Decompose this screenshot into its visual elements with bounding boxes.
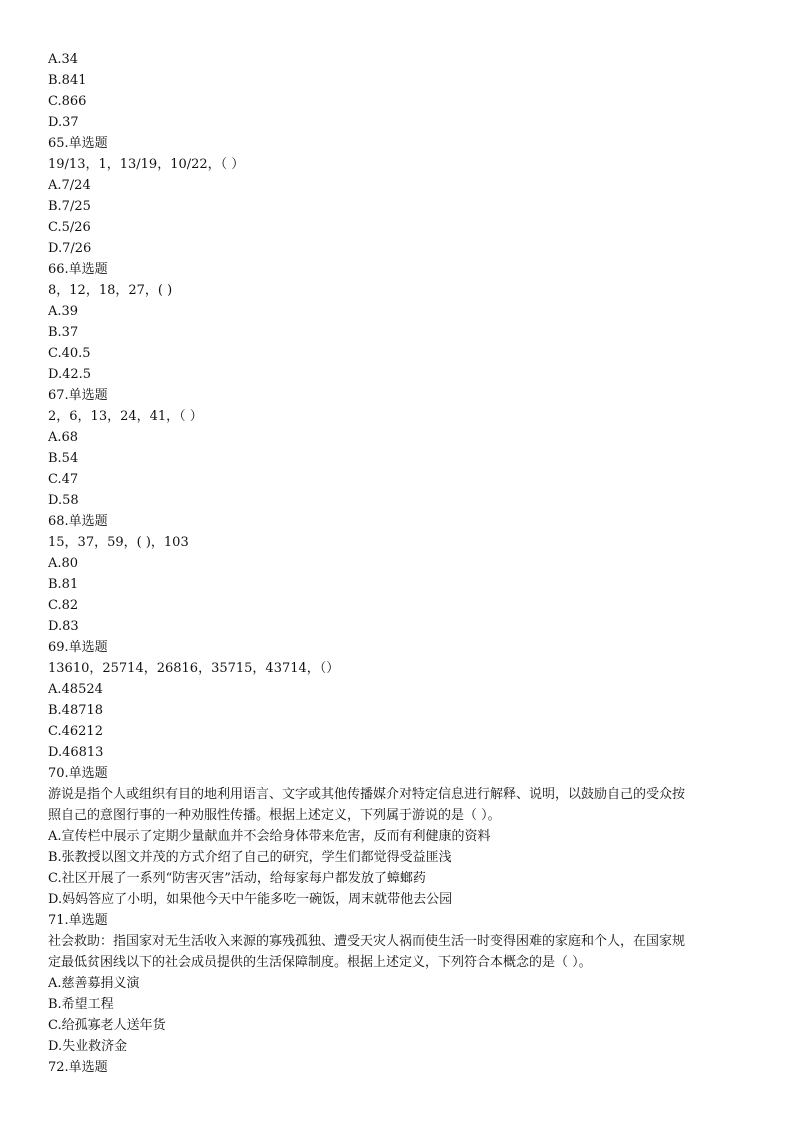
question-header: 65.单选题 [48,136,108,151]
option-b: B.张教授以图文并茂的方式介绍了自己的研究，学生们都觉得受益匪浅 [48,850,452,865]
question-header: 68.单选题 [48,514,108,529]
question-stem: 2，6，13，24，41，（ ） [48,409,203,424]
option-c: C.社区开展了一系列“防害灭害”活动，给每家每户都发放了蟑螂药 [48,871,426,886]
option-b: B.48718 [48,703,104,718]
question-67 [48,385,758,511]
question-stem: 13610，25714，26816，35715，43714，（） [48,661,340,676]
question-header: 69.单选题 [48,640,108,655]
option-d: D.失业救济金 [48,1039,128,1054]
question-stem: 15，37，59，( )，103 [48,535,189,550]
option-a: A.80 [48,556,79,571]
question-stem: 19/13，1，13/19，10/22，（ ） [48,157,245,172]
option-c: C.给孤寡老人送年货 [48,1018,166,1033]
option-d: D.58 [48,493,79,508]
question-70 [48,763,758,910]
question-stem-line-1: 游说是指个人或组织有目的地利用语言、文字或其他传播媒介对特定信息进行解释、说明，以鼓励自己的受众按 [48,787,686,802]
option-b: B.54 [48,451,79,466]
question-64-continued [48,49,758,133]
option-c: C.866 [48,94,87,109]
option-d: D.7/26 [48,241,92,256]
option-a: A.7/24 [48,178,91,193]
question-69 [48,637,758,763]
option-d: D.37 [48,115,79,130]
question-71 [48,910,758,1057]
option-a: A.慈善募捐义演 [48,976,140,991]
option-b: B.81 [48,577,79,592]
question-header: 67.单选题 [48,388,108,403]
question-68 [48,511,758,637]
question-stem-line-2: 照自己的意图行事的一种劝服性传播。根据上述定义，下列属于游说的是（ ）。 [48,808,501,823]
option-d: D.83 [48,619,79,634]
option-c: C.47 [48,472,79,487]
option-d: D.42.5 [48,367,92,382]
option-c: C.5/26 [48,220,91,235]
option-d: D.妈妈答应了小明，如果他今天中午能多吃一碗饭，周末就带他去公园 [48,892,453,907]
option-a: A.39 [48,304,79,319]
option-d: D.46813 [48,745,104,760]
option-a: A.68 [48,430,79,445]
question-stem-line-2: 定最低贫困线以下的社会成员提供的生活保障制度。根据上述定义，下列符合本概念的是（ ）。 [48,955,592,970]
question-66 [48,259,758,385]
option-b: B.7/25 [48,199,91,214]
question-stem: 8，12，18，27，( ) [48,283,173,298]
option-a: A.48524 [48,682,103,697]
question-72 [48,1057,758,1078]
option-b: B.希望工程 [48,997,114,1012]
question-65 [48,133,758,259]
question-header: 72.单选题 [48,1060,108,1075]
exam-page [48,49,758,1078]
question-stem-line-1: 社会救助：指国家对无生活收入来源的寡残孤独、遭受天灾人祸而使生活一时变得困难的家庭和个人，在国家规 [48,934,686,949]
option-b: B.841 [48,73,87,88]
question-header: 66.单选题 [48,262,108,277]
option-a: A.宣传栏中展示了定期少量献血并不会给身体带来危害，反而有利健康的资料 [48,829,491,844]
option-c: C.46212 [48,724,103,739]
question-header: 70.单选题 [48,766,108,781]
option-b: B.37 [48,325,79,340]
option-c: C.40.5 [48,346,91,361]
option-a: A.34 [48,52,79,67]
option-c: C.82 [48,598,79,613]
question-header: 71.单选题 [48,913,108,928]
